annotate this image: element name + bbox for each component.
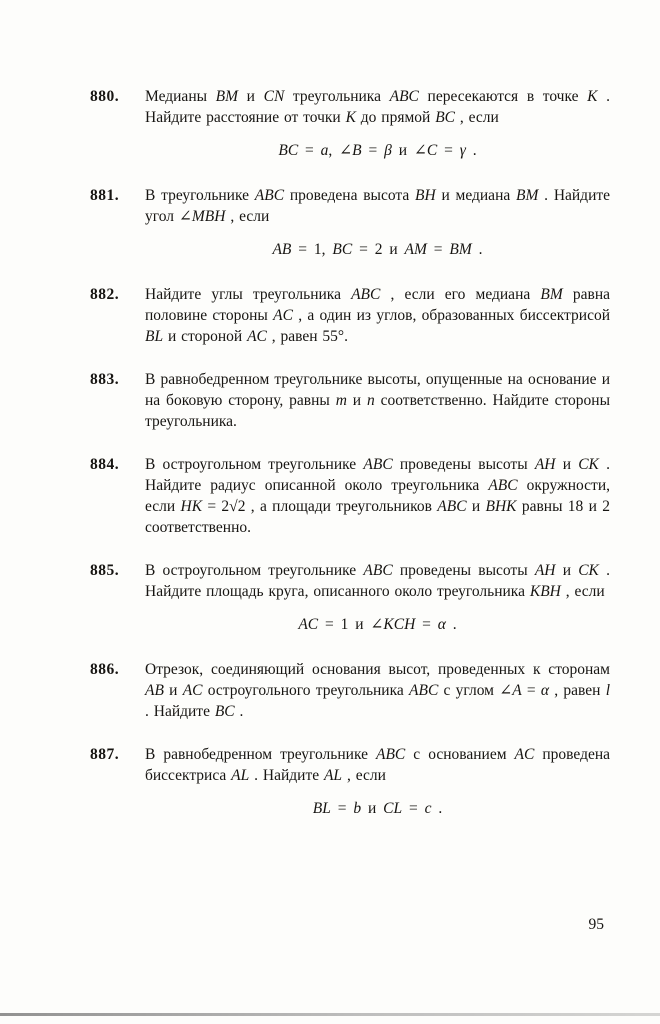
problem-number: 883. bbox=[90, 371, 120, 388]
problem-number: 881. bbox=[90, 187, 120, 204]
problem-880 bbox=[90, 86, 610, 163]
scan-bottom-edge bbox=[0, 1013, 660, 1016]
problem-text: Медианы BM и CN треугольника ABC пересекаются в точке K . Найдите расстояние от точки K до прямой BC , если bbox=[145, 88, 610, 126]
problem-884 bbox=[90, 454, 610, 538]
problem-886 bbox=[90, 659, 610, 722]
problem-body bbox=[145, 185, 610, 262]
problem-body bbox=[145, 659, 610, 722]
problem-formula: AC = 1 и ∠KCH = α . bbox=[298, 616, 457, 633]
problem-body bbox=[145, 284, 610, 347]
problem-number: 880. bbox=[90, 88, 120, 105]
problem-formula: AB = 1, BC = 2 и AM = BM . bbox=[272, 241, 483, 258]
problem-formula: BL = b и CL = c . bbox=[312, 800, 443, 817]
problem-887 bbox=[90, 744, 610, 821]
problem-text: Найдите углы треугольника ABC , если его медиана BM равна половине стороны AC , а один из углов, образованных биссектрисой BL и стороной AC , равен 55°. bbox=[145, 286, 611, 345]
problem-text: В равнобедренном треугольнике высоты, опущенные на основание и на боковую сторону, равны m и n соответственно. Найдите стороны треугольника. bbox=[145, 371, 611, 430]
problem-body bbox=[145, 454, 610, 538]
problem-text: В остроугольном треугольнике ABC проведены высоты AH и CK . Найдите площадь круга, описанного около треугольника KBH , если bbox=[145, 562, 610, 600]
problem-body bbox=[145, 744, 610, 821]
problem-882 bbox=[90, 284, 610, 347]
page-number: 95 bbox=[588, 916, 604, 933]
problem-text: В треугольнике ABC проведена высота BH и медиана BM . Найдите угол ∠MBH , если bbox=[145, 187, 611, 225]
problem-number: 887. bbox=[90, 746, 120, 763]
problem-number: 885. bbox=[90, 562, 120, 579]
problem-number: 886. bbox=[90, 661, 120, 678]
problem-text: В остроугольном треугольнике ABC проведены высоты AH и CK . Найдите радиус описанной около треугольника ABC окружности, если HK = 2√2 , а площади треугольников ABC и BHK равны 18 и 2 соответственно. bbox=[145, 456, 610, 536]
problem-number: 884. bbox=[90, 456, 120, 473]
problem-883 bbox=[90, 369, 610, 432]
problem-number: 882. bbox=[90, 286, 120, 303]
problem-text: Отрезок, соединяющий основания высот, проведенных к сторонам AB и AC остроугольного треугольника ABC с углом ∠A = α , равен l . Найдите BC . bbox=[145, 661, 610, 720]
problem-body bbox=[145, 86, 610, 163]
problem-body bbox=[145, 369, 610, 432]
problem-885 bbox=[90, 560, 610, 637]
problem-text: В равнобедренном треугольнике ABC с основанием AC проведена биссектриса AL . Найдите AL , если bbox=[145, 746, 611, 784]
problem-formula: BC = a, ∠B = β и ∠C = γ . bbox=[278, 142, 477, 159]
problem-body bbox=[145, 560, 610, 637]
problem-881 bbox=[90, 185, 610, 262]
